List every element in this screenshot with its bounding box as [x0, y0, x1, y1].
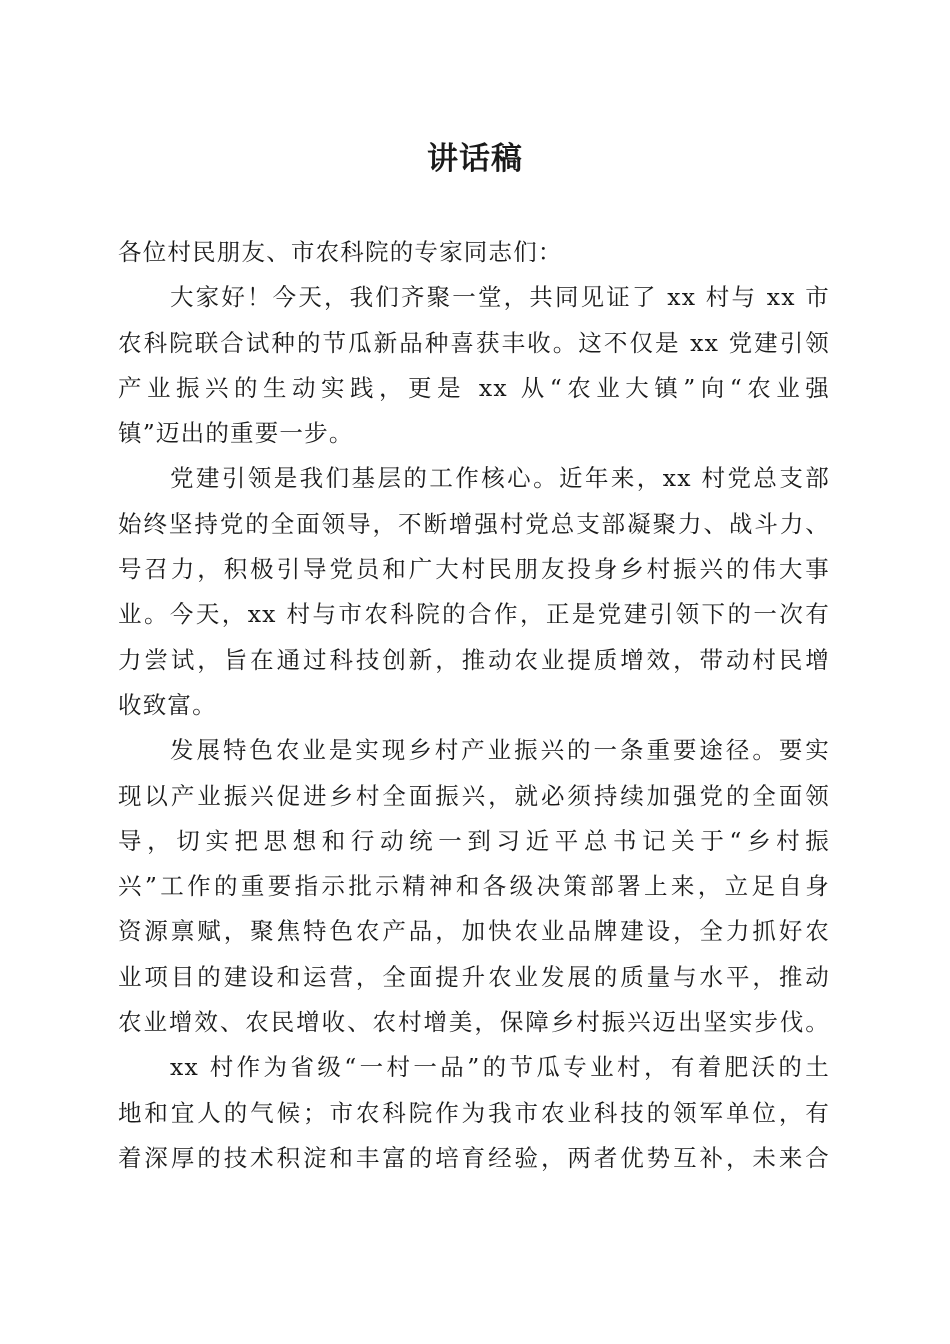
greeting-line: 各位村民朋友、市农科院的专家同志们： — [118, 238, 563, 266]
paragraph-line: 现以产业振兴促进乡村全面振兴，就必须持续加强党的全面领 — [118, 781, 830, 810]
paragraph-line: 地和宜人的气候；市农科院作为我市农业科技的领军单位，有 — [118, 1098, 830, 1127]
paragraph-line: 力尝试，旨在通过科技创新，推动农业提质增效，带动村民增 — [118, 645, 830, 674]
paragraph-line: 兴”工作的重要指示批示精神和各级决策部署上来，立足自身 — [118, 872, 830, 901]
document-body — [118, 230, 830, 1181]
paragraph-line: 镇”迈出的重要一步。 — [118, 419, 354, 448]
paragraph-line: 农业增效、农民增收、农村增美，保障乡村振兴迈出坚实步伐。 — [118, 1008, 830, 1037]
paragraph-line: 大家好！今天，我们齐聚一堂，共同见证了 xx 村与 xx 市 — [170, 283, 830, 312]
paragraph-2 — [118, 456, 830, 728]
paragraph-line: 导，切实把思想和行动统一到习近平总书记关于“乡村振 — [118, 826, 830, 855]
paragraph-line: 业项目的建设和运营，全面提升农业发展的质量与水平，推动 — [118, 962, 830, 991]
paragraph-line: 发展特色农业是实现乡村产业振兴的一条重要途径。要实 — [170, 736, 830, 765]
paragraph-line: 产业振兴的生动实践，更是 xx 从“农业大镇”向“农业强 — [118, 373, 830, 402]
paragraph-line: xx 村作为省级“一村一品”的节瓜专业村，有着肥沃的土 — [170, 1053, 830, 1082]
paragraph-line: 业。今天，xx 村与市农科院的合作，正是党建引领下的一次有 — [118, 600, 830, 629]
paragraph-line: 收致富。 — [118, 690, 217, 719]
paragraph-line: 党建引领是我们基层的工作核心。近年来，xx 村党总支部 — [170, 464, 830, 493]
paragraph-line: 号召力，积极引导党员和广大村民朋友投身乡村振兴的伟大事 — [118, 555, 830, 584]
document-title: 讲话稿 — [427, 141, 523, 177]
paragraph-line: 着深厚的技术积淀和丰富的培育经验，两者优势互补，未来合 — [118, 1143, 830, 1172]
paragraph-line: 始终坚持党的全面领导，不断增强村党总支部凝聚力、战斗力、 — [118, 509, 830, 538]
paragraph-line: 资源禀赋，聚焦特色农产品，加快农业品牌建设，全力抓好农 — [118, 917, 830, 946]
paragraph-line: 农科院联合试种的节瓜新品种喜获丰收。这不仅是 xx 党建引领 — [118, 328, 830, 357]
paragraph-1 — [118, 275, 830, 456]
paragraph-3 — [118, 728, 830, 1045]
paragraph-4 — [118, 1045, 830, 1181]
